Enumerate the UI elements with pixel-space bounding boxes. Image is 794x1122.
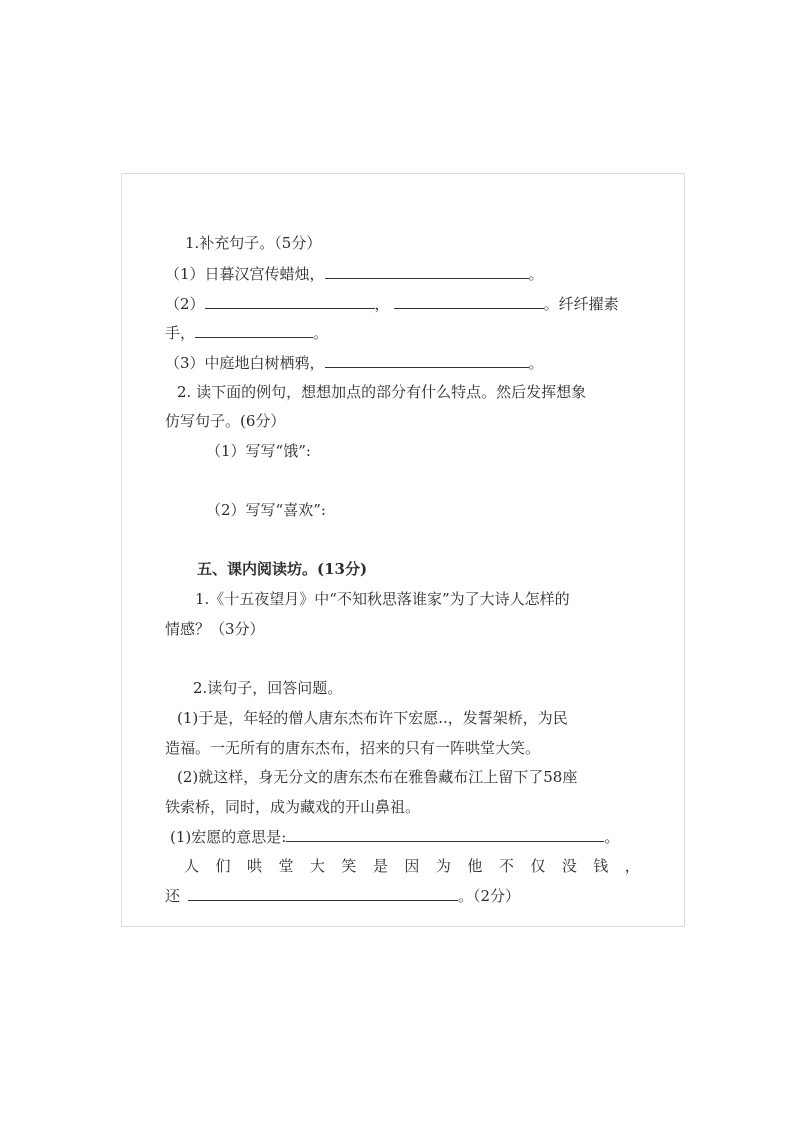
spread-char: 因 [404, 857, 420, 875]
q1-line-4 [165, 352, 544, 373]
section-5-heading: 五、课内阅读坊。(13分) [197, 560, 368, 578]
answer-2-spread-line [184, 856, 640, 876]
spread-char: 是 [372, 857, 388, 875]
q1-line-2 [165, 293, 619, 314]
q1-line-2-end: 。纤纤擢素 [543, 295, 619, 313]
q1-title: 1.补充句子。（5分） [185, 234, 322, 252]
q1-line-4-end: 。 [528, 354, 544, 372]
spread-char: 钱 [593, 857, 609, 875]
spread-char: 不 [498, 857, 514, 875]
spread-char: ， [624, 857, 640, 875]
passage-2-line-1: (2)就这样，身无分文的唐东杰布在雅鲁藏布江上留下了58座 [177, 768, 578, 786]
spread-char: 为 [435, 857, 451, 875]
answer-1-prefix: (1)宏愿的意思是: [170, 828, 287, 846]
answer-2-prefix: 还 [165, 887, 181, 905]
q1-line-4-prefix: （3）中庭地白树栖鸦， [165, 354, 325, 372]
passage-1-line-1: (1)于是，年轻的僧人唐东杰布许下宏愿..，发誓架桥，为民 [177, 709, 568, 727]
answer-blank[interactable] [325, 263, 529, 279]
q1-line-2-prefix: （2） [165, 295, 205, 313]
spread-char: 人 [184, 857, 200, 875]
q2-item-2: （2）写写“喜欢”: [206, 501, 326, 519]
spread-char: 堂 [278, 857, 294, 875]
q2-item-1: （1）写写“饿”: [206, 442, 311, 460]
passage-2-line-2: 铁索桥，同时，成为藏戏的开山鼻祖。 [165, 798, 421, 816]
answer-1-end: 。 [604, 828, 620, 846]
spread-char: 他 [467, 857, 483, 875]
answer-blank[interactable] [394, 293, 544, 309]
q1-line-2-sep: ， [374, 295, 390, 313]
q1-line-3-end: 。 [313, 324, 329, 342]
spread-char: 大 [309, 857, 325, 875]
answer-blank[interactable] [195, 322, 313, 338]
spread-char: 笑 [341, 857, 357, 875]
answer-2-end: 。（2分） [458, 887, 521, 905]
answer-2-line [165, 885, 520, 906]
spread-char: 仅 [530, 857, 546, 875]
answer-blank[interactable] [188, 885, 458, 901]
spread-char: 哄 [246, 857, 262, 875]
q1-line-1 [165, 263, 544, 284]
passage-1-line-2: 造福。一无所有的唐东杰布，招来的只有一阵哄堂大笑。 [165, 739, 541, 757]
q1-line-1-prefix: （1）日暮汉宫传蜡烛， [165, 265, 325, 283]
s5-q1-line-2: 情感？（3分） [165, 620, 265, 638]
q1-line-3-prefix: 手， [165, 324, 196, 342]
q1-line-1-end: 。 [528, 265, 544, 283]
answer-blank[interactable] [205, 293, 375, 309]
answer-1-line [170, 826, 619, 847]
spread-char: 没 [561, 857, 577, 875]
q2-title-line-2: 仿写句子。(6分） [165, 412, 286, 430]
s5-q1-line-1: 1.《十五夜望月》中“不知秋思落谁家”为了大诗人怎样的 [195, 590, 570, 608]
spread-char: 们 [215, 857, 231, 875]
s5-q2-title: 2.读句子，回答问题。 [193, 679, 343, 697]
q1-line-3 [165, 322, 328, 343]
answer-blank[interactable] [286, 826, 604, 842]
q2-title-line-1: 2. 读下面的例句，想想加点的部分有什么特点。然后发挥想象 [177, 383, 587, 401]
answer-blank[interactable] [325, 352, 529, 368]
